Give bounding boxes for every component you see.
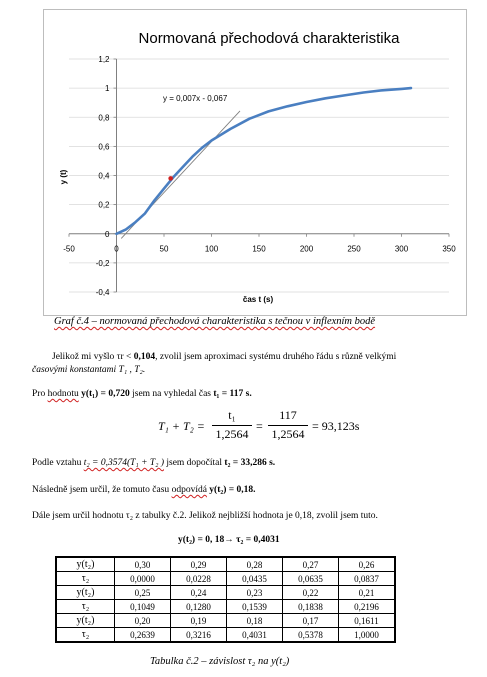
paragraph-approximation: Jelikož mi vyšlo τr < 0,104, zvolil jsem aproximaci systému druhého řádu s různě velkými: [52, 352, 397, 362]
formula-frac2-den: 1,2564: [271, 427, 305, 441]
table-cell: 0,5378: [283, 628, 339, 643]
table-row-header: y(t₂): [56, 557, 115, 572]
table-cell: 0,29: [171, 557, 227, 572]
y-tick-label: 0,4: [98, 171, 110, 181]
x-tick-label: 200: [299, 244, 314, 254]
y-tick-label: 0: [105, 229, 110, 239]
chart-frame: [43, 9, 467, 316]
table-cell: 0,30: [115, 557, 171, 572]
table-row-header: τ₂: [56, 628, 115, 643]
table-cell: 0,20: [115, 614, 171, 628]
table-cell: 0,27: [283, 557, 339, 572]
chart-gridlines: [69, 59, 449, 292]
table-cell: 0,19: [171, 614, 227, 628]
table-cell: 0,1049: [115, 600, 171, 614]
table-row-header: τ₂: [56, 572, 115, 586]
table-cell: 0,28: [227, 557, 283, 572]
x-tick-label: 0: [114, 244, 119, 254]
table-cell: 0,22: [283, 586, 339, 600]
table-cell: 0,0837: [339, 572, 396, 586]
y-tick-label: 0,8: [98, 113, 110, 123]
formula-time-constants: [150, 408, 380, 446]
table-cell: 0,18: [227, 614, 283, 628]
formula-result: = 93,123s: [312, 419, 360, 433]
chart-title: Normovaná přechodová charakteristika: [138, 30, 400, 47]
table-caption: Tabulka č.2 – závislost τ₂ na y(t₂): [150, 656, 290, 667]
table-cell: 0,1280: [171, 600, 227, 614]
tau2-table: [55, 556, 396, 643]
formula-eq1: =: [256, 419, 263, 433]
chart-plot-area: [117, 88, 412, 238]
chart-x-axis-label: čas t (s): [242, 295, 274, 304]
series-line: [117, 88, 412, 234]
x-tick-label: 250: [347, 244, 361, 254]
table-row-header: τ₂: [56, 600, 115, 614]
chart-annotation: y = 0,007x - 0,067: [163, 94, 228, 103]
paragraph-t2: Podle vztahu t₂ = 0,3574(T₁ + T₂ ) jsem dopočítal t₂ = 33,286 s.: [32, 458, 276, 468]
table-cell: 0,1838: [283, 600, 339, 614]
formula-frac1-num: t₁: [228, 408, 236, 422]
y-tick-label: -0,4: [95, 288, 110, 297]
y-tick-label: -0,2: [95, 258, 110, 268]
x-tick-label: 50: [159, 244, 169, 254]
y-tick-label: 0,2: [98, 200, 110, 210]
table-row: [56, 628, 395, 643]
step-response-chart: [44, 10, 466, 315]
formula-frac2-num: 117: [279, 408, 297, 422]
table-cell: 0,23: [227, 586, 283, 600]
table-row-header: y(t₂): [56, 586, 115, 600]
x-tick-label: 150: [252, 244, 266, 254]
table-cell: 0,1611: [339, 614, 396, 628]
table-row: [56, 586, 395, 600]
graph-caption: Graf č.4 – normovaná přechodová charakteristika s tečnou v inflexním bodě: [54, 316, 376, 327]
table-cell: 0,0635: [283, 572, 339, 586]
y-tick-label: 0,6: [98, 142, 110, 152]
table-cell: 0,4031: [227, 628, 283, 643]
x-tick-label: 100: [204, 244, 219, 254]
table-cell: 0,26: [339, 557, 396, 572]
table-row-header: y(t₂): [56, 614, 115, 628]
table-cell: 0,1539: [227, 600, 283, 614]
table-cell: 0,0228: [171, 572, 227, 586]
y-tick-label: 1,2: [98, 55, 110, 64]
table-cell: 0,24: [171, 586, 227, 600]
result-line: y(t₂) = 0, 18→ τ₂ = 0,4031: [178, 535, 280, 545]
paragraph-tau2: Dále jsem určil hodnotu τ₂ z tabulky č.2. Jelikož nejbližší hodnota je 0,18, zvolil jsem tuto.: [32, 511, 378, 521]
table-cell: 0,2196: [339, 600, 396, 614]
paragraph-y-t2: Následně jsem určil, že tomuto času odpovídá y(t₂) = 0,18.: [32, 485, 256, 495]
x-tick-label: 300: [394, 244, 409, 254]
table-cell: 0,17: [283, 614, 339, 628]
chart-tick-labels: [63, 55, 456, 297]
table-row: [56, 572, 395, 586]
chart-y-axis-label: y (t): [59, 169, 68, 185]
y-tick-label: 1: [105, 84, 110, 94]
table-cell: 0,21: [339, 586, 396, 600]
table-row: [56, 557, 395, 572]
paragraph-t1: Pro hodnotu y(t₁) = 0,720 jsem na vyhledal čas t₁ = 117 s.: [32, 389, 252, 399]
paragraph-approximation-line2: časovými konstantami T₁ , T₂.: [32, 365, 146, 375]
table-cell: 0,2639: [115, 628, 171, 643]
table-row: [56, 614, 395, 628]
x-tick-label: 350: [442, 244, 456, 254]
table-cell: 1,0000: [339, 628, 396, 643]
table-cell: 0,3216: [171, 628, 227, 643]
table-cell: 0,0000: [115, 572, 171, 586]
table-cell: 0,0435: [227, 572, 283, 586]
x-tick-label: -50: [63, 244, 75, 254]
table-cell: 0,25: [115, 586, 171, 600]
table-row: [56, 600, 395, 614]
inflection-point: [168, 176, 173, 181]
formula-lhs: T₁ + T₂ =: [158, 419, 205, 433]
formula-frac1-den: 1,2564: [215, 427, 249, 441]
